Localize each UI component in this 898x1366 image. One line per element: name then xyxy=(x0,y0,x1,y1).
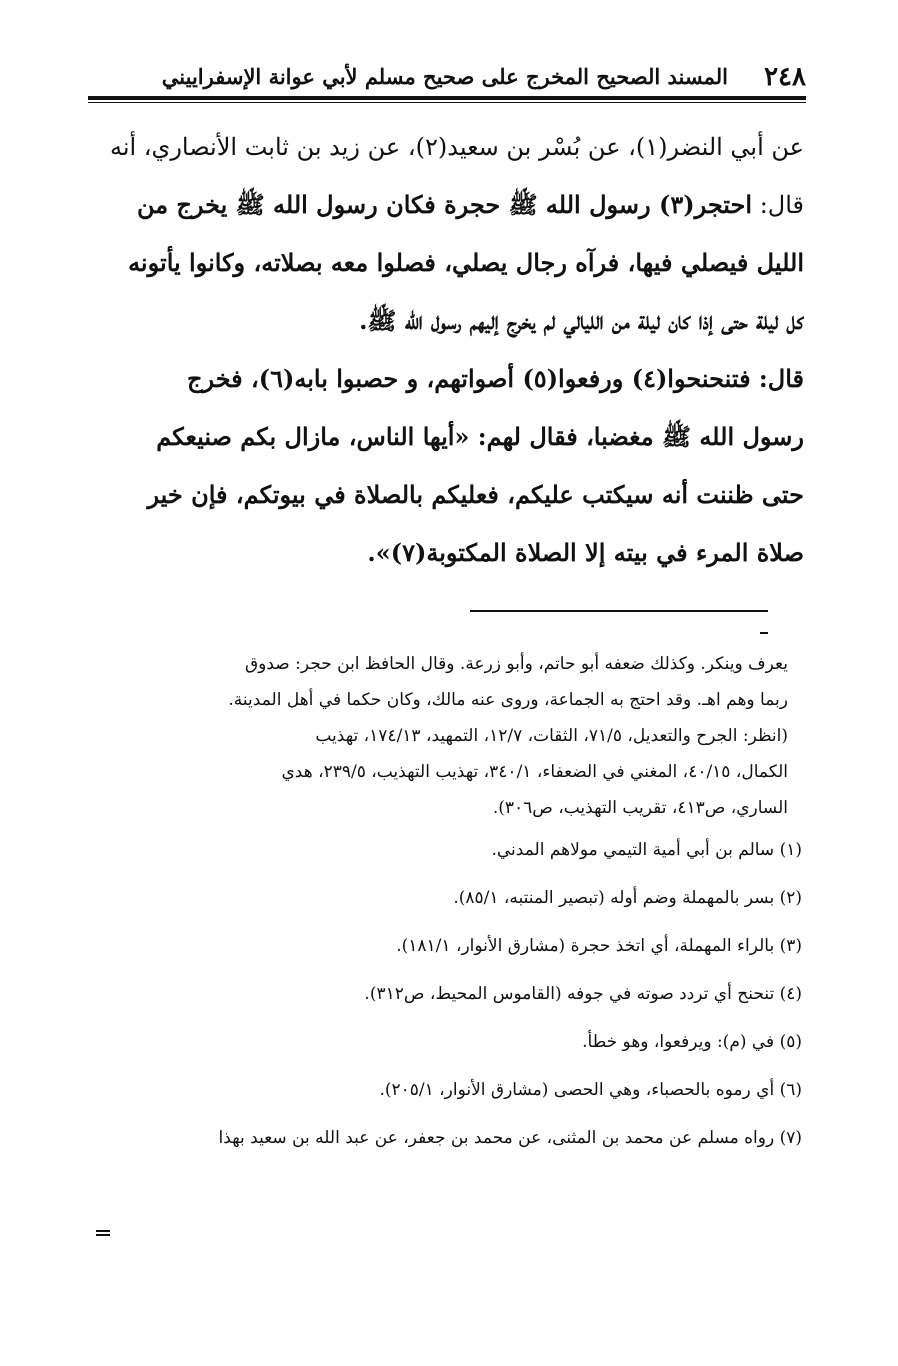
footnote-4: (٤) تنحنح أي تردد صوته في جوفه (القاموس المحيط، ص٣١٢). xyxy=(364,984,802,1004)
footnotes xyxy=(96,646,802,1162)
footnote-continuation-line: ربما وهم اهـ. وقد احتج به الجماعة، وروى عنه مالك، وكان حكما في أهل المدينة. xyxy=(228,690,788,710)
running-title: المسند الصحيح المخرج على صحيح مسلم لأبي عوانة الإسفراييني xyxy=(161,64,728,89)
text-segment: احتجر(٣) رسول الله ﷺ حجرة فكان رسول الله ﷺ يخرج من xyxy=(136,190,753,219)
footnote-7: (٧) رواه مسلم عن محمد بن المثنى، عن محمد بن جعفر، عن عبد الله بن سعيد بهذا xyxy=(218,1128,802,1148)
continuation-end-mark xyxy=(96,1230,110,1236)
text-line: عن أبي النضر(١)، عن بُسْر بن سعيد(٢)، عن زيد بن ثابت الأنصاري، أنه xyxy=(109,133,804,161)
footnote-2: (٢) بسر بالمهملة وضم أوله (تبصير المنتبه، ٨٥/١). xyxy=(453,888,802,908)
footnote-1: (١) سالم بن أبي أمية التيمي مولاهم المدني. xyxy=(491,840,802,860)
text-line: صلاة المرء في بيته إلا الصلاة المكتوبة(٧)». xyxy=(367,538,804,567)
header-rule-thin xyxy=(88,102,806,103)
footnote-continuation-line: يعرف وينكر. وكذلك ضعفه أبو حاتم، وأبو زرعة. وقال الحافظ ابن حجر: صدوق xyxy=(244,654,788,674)
text-line: قال: فتنحنحوا(٤) ورفعوا(٥) أصواتهم، و حصبوا بابه(٦)، فخرج xyxy=(186,364,804,393)
text-line: الليل فيصلي فيها، فرآه رجال يصلي، فصلوا معه بصلاته، وكانوا يأتونه xyxy=(128,248,804,277)
page-header xyxy=(88,60,806,94)
text-line: رسول الله ﷺ مغضبا، فقال لهم: «أيها الناس، مازال بكم صنيعكم xyxy=(156,422,804,451)
continuation-mark xyxy=(760,632,768,634)
text-line: حتى ظننت أنه سيكتب عليكم، فعليكم بالصلاة في بيوتكم، فإن خير xyxy=(147,480,804,509)
footnote-5: (٥) في (م): ويرفعوا، وهو خطأ. xyxy=(582,1032,802,1052)
text-segment: قال: xyxy=(752,191,804,219)
footnote-separator xyxy=(470,610,768,612)
page-number: ٢٤٨ xyxy=(764,62,806,92)
hadith-text xyxy=(90,118,804,582)
footnote-continuation-line: (انظر: الجرح والتعديل، ٧١/٥، الثقات، ١٢/٧، التمهيد، ١٧٤/١٣، تهذيب xyxy=(315,726,788,746)
footnote-3: (٣) بالراء المهملة، أي اتخذ حجرة (مشارق الأنوار، ١٨١/١). xyxy=(396,936,802,956)
text-line: كل ليلة حتى إذا كان ليلة من الليالي لم يخرج إليهم رسول الله ﷺ. xyxy=(359,306,804,335)
footnote-continuation-line: الكمال، ٤٠/١٥، المغني في الضعفاء، ٣٤٠/١، تهذيب التهذيب، ٢٣٩/٥، هدي xyxy=(281,762,788,782)
header-rule xyxy=(88,96,806,100)
text-line xyxy=(90,176,804,234)
footnote-6: (٦) أي رموه بالحصباء، وهي الحصى (مشارق الأنوار، ٢٠٥/١). xyxy=(379,1080,802,1100)
footnote-continuation-line: الساري، ص٤١٣، تقريب التهذيب، ص٣٠٦). xyxy=(492,798,788,818)
